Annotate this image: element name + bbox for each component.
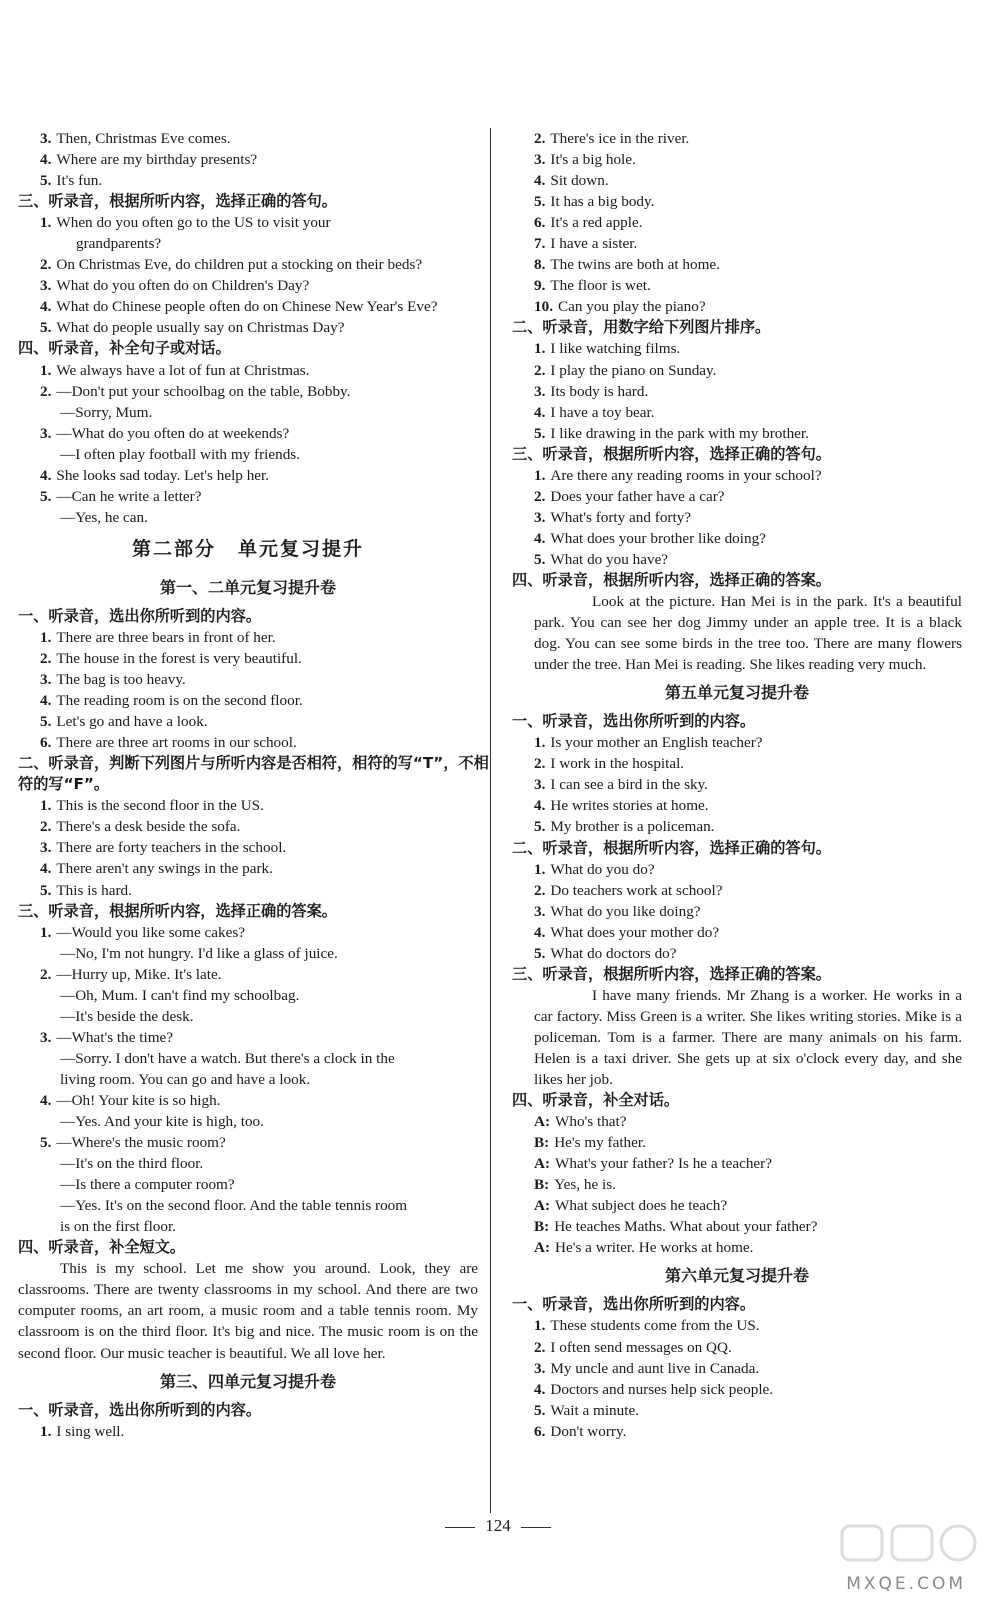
item-number: 7. (534, 235, 546, 253)
item-number: 5. (534, 1401, 546, 1419)
item-number: 5. (534, 818, 546, 836)
item-number: 2. (40, 818, 52, 836)
line-text: What do you like doing? (550, 902, 701, 920)
watermark-logo-icon (838, 1522, 988, 1582)
text-line (512, 1379, 962, 1400)
text-line (18, 816, 478, 837)
item-number: 5. (40, 881, 52, 899)
line-text: There are three bears in front of her. (56, 628, 276, 646)
item-number: 2. (534, 755, 546, 773)
line-text: Can you play the piano? (557, 298, 706, 316)
item-number: 5. (40, 319, 52, 337)
text-line (18, 360, 478, 381)
line-text: What does your brother like doing? (550, 529, 766, 547)
text-line (512, 1358, 962, 1379)
line-text: —It's beside the desk. (60, 1007, 194, 1025)
text-line (512, 275, 962, 296)
line-text: Is your mother an English teacher? (550, 734, 763, 752)
unit-title: 第六单元复习提升卷 (664, 1266, 809, 1286)
item-number: 6. (534, 1422, 546, 1440)
line-text: —Oh, Mum. I can't find my schoolbag. (60, 986, 300, 1004)
text-line (18, 880, 478, 901)
text-line (512, 149, 962, 170)
section-heading: 一、听录音，选出你所听到的内容。 (512, 1295, 755, 1314)
text-line (512, 1237, 962, 1258)
line-text: There are three art rooms in our school. (56, 734, 297, 752)
text-line (18, 1048, 478, 1069)
section-heading: 一、听录音，选出你所听到的内容。 (18, 606, 261, 625)
item-number: 2. (534, 1338, 546, 1356)
section-heading: 三、听录音，根据所听内容，选择正确的答案。 (18, 901, 337, 920)
line-text: What do doctors do? (550, 944, 677, 962)
item-number: 4. (40, 466, 52, 484)
line-text: Where are my birthday presents? (56, 151, 258, 169)
text-line (18, 964, 478, 985)
text-line (512, 507, 962, 528)
item-number: 5. (40, 487, 52, 505)
line-text: Don't worry. (550, 1422, 627, 1440)
text-line (512, 880, 962, 901)
line-text: What do you often do on Children's Day? (56, 277, 310, 295)
line-text: He teaches Maths. What about your father? (554, 1218, 818, 1236)
line-text: —Is there a computer room? (60, 1176, 235, 1194)
text-line (512, 170, 962, 191)
line-text: —Can he write a letter? (56, 487, 202, 505)
line-text: What does your mother do? (550, 923, 720, 941)
text-line (18, 1006, 478, 1027)
item-number: 9. (534, 277, 546, 295)
line-text: Its body is hard. (550, 382, 649, 400)
text-line (18, 1090, 478, 1111)
text-line (512, 732, 962, 753)
line-text: Do teachers work at school? (550, 881, 723, 899)
text-line (512, 1216, 962, 1237)
line-text: The floor is wet. (550, 277, 651, 295)
item-number: 1. (534, 466, 546, 484)
item-number: A: (534, 1155, 551, 1173)
item-number: 5. (534, 424, 546, 442)
text-line (512, 1421, 962, 1442)
text-line (512, 774, 962, 795)
item-number: 4. (40, 860, 52, 878)
section-heading: 四、听录音，补全对话。 (512, 1091, 680, 1110)
section-heading: 二、听录音，用数字给下列图片排序。 (512, 318, 771, 337)
item-number: 2. (40, 649, 52, 667)
line-text: There's ice in the river. (550, 130, 690, 147)
text-line (18, 1027, 478, 1048)
line-text: What do Chinese people often do on Chinese New Year's Eve? (56, 298, 438, 316)
item-number: 4. (534, 797, 546, 815)
line-text: What subject does he teach? (555, 1197, 728, 1215)
line-text: He's a writer. He works at home. (555, 1239, 754, 1257)
line-text: —No, I'm not hungry. I'd like a glass of juice. (60, 944, 338, 962)
item-number: 2. (534, 130, 546, 147)
text-line (512, 1337, 962, 1358)
item-number: 1. (534, 340, 546, 358)
item-number: 5. (40, 713, 52, 731)
line-text: He writes stories at home. (550, 797, 709, 815)
line-text: It's fun. (56, 172, 103, 190)
text-line (512, 816, 962, 837)
text-line (512, 128, 962, 149)
text-line (18, 444, 478, 465)
part-number: 第二部分 (131, 537, 216, 560)
text-line (512, 549, 962, 570)
text-line (18, 858, 478, 879)
item-number: 3. (40, 277, 52, 295)
text-line (512, 486, 962, 507)
item-number: 3. (40, 1028, 52, 1046)
line-text: What's forty and forty? (550, 508, 692, 526)
line-text: I often send messages on QQ. (550, 1338, 732, 1356)
line-text: Who's that? (555, 1113, 627, 1131)
item-number: A: (534, 1197, 551, 1215)
passage-paragraph: This is my school. Let me show you around. Look, they are classrooms. There are twenty classrooms in my school. And there are two computer rooms, an art room, a music room and a table tennis room. My classroom is on the third floor. It's big and nice. The music room is on the second floor. Our music teacher is beautiful. We all love her. (18, 1260, 478, 1362)
section-heading: 四、听录音，补全短文。 (18, 1238, 186, 1257)
item-number: 6. (40, 734, 52, 752)
item-number: 4. (40, 298, 52, 316)
line-text: There's a desk beside the sofa. (56, 818, 241, 836)
line-text: There aren't any swings in the park. (56, 860, 273, 878)
item-number: 3. (534, 1359, 546, 1377)
section-heading: 三、听录音，根据所听内容，选择正确的答句。 (512, 444, 831, 463)
text-line (18, 317, 478, 338)
item-number: 5. (40, 1134, 52, 1152)
text-line (512, 212, 962, 233)
item-number: 3. (40, 424, 52, 442)
line-text: Doctors and nurses help sick people. (550, 1380, 774, 1398)
line-text: —What's the time? (56, 1028, 173, 1046)
section-heading: 四、听录音，补全句子或对话。 (18, 339, 231, 358)
item-number: 6. (534, 214, 546, 232)
line-text: The bag is too heavy. (56, 671, 186, 689)
line-text: What do people usually say on Christmas Day? (56, 319, 345, 337)
text-line (18, 170, 478, 191)
item-number: 2. (40, 382, 52, 400)
line-text: It has a big body. (550, 193, 655, 211)
line-text: —I often play football with my friends. (60, 445, 300, 463)
line-text: Are there any reading rooms in your school? (550, 466, 822, 484)
item-number: A: (534, 1113, 551, 1131)
text-line (512, 1400, 962, 1421)
text-line (18, 1111, 478, 1132)
text-line (18, 507, 478, 528)
item-number: 10. (534, 298, 553, 316)
text-line (512, 423, 962, 444)
text-line (512, 233, 962, 254)
line-text: On Christmas Eve, do children put a stocking on their beds? (56, 256, 423, 274)
item-number: B: (534, 1134, 550, 1152)
line-text: —Would you like some cakes? (56, 923, 245, 941)
line-text: He's my father. (554, 1134, 646, 1152)
line-text: —Yes. It's on the second floor. And the table tennis room (60, 1197, 408, 1215)
item-number: 4. (534, 403, 546, 421)
item-number: 2. (534, 361, 546, 379)
line-text: This is hard. (56, 881, 132, 899)
text-line (18, 627, 478, 648)
item-number: 3. (534, 902, 546, 920)
item-number: B: (534, 1218, 550, 1236)
text-line (18, 648, 478, 669)
line-text: Yes, he is. (554, 1176, 616, 1194)
text-line (512, 922, 962, 943)
text-line (512, 753, 962, 774)
item-number: 1. (40, 628, 52, 646)
line-text: It's a red apple. (550, 214, 643, 232)
section-heading: 一、听录音，选出你所听到的内容。 (18, 1400, 261, 1419)
line-text: When do you often go to the US to visit your (56, 214, 331, 232)
item-number: 4. (534, 1380, 546, 1398)
line-text: What do you have? (550, 550, 669, 568)
section-heading: 三、听录音，根据所听内容，选择正确的答句。 (18, 192, 337, 211)
line-text: I work in the hospital. (550, 755, 685, 773)
passage-paragraph: Look at the picture. Han Mei is in the park. It's a beautiful park. You can see her dog Jimmy under an apple tree. It is a black dog. You can see some birds in the tree too. There are many flowers under the tree. Han Mei is reading. She likes reading very much. (534, 593, 962, 674)
item-number: 3. (534, 382, 546, 400)
line-text: grandparents? (76, 235, 162, 253)
text-line (18, 922, 478, 943)
item-number: 1. (40, 923, 52, 941)
item-number: 4. (534, 923, 546, 941)
item-number: 1. (40, 797, 52, 815)
line-text: —Oh! Your kite is so high. (56, 1091, 221, 1109)
line-text: I sing well. (56, 1422, 125, 1440)
item-number: 2. (40, 256, 52, 274)
line-text: —Yes, he can. (60, 508, 148, 526)
text-line (18, 465, 478, 486)
line-text: is on the first floor. (60, 1218, 177, 1236)
line-text: My uncle and aunt live in Canada. (550, 1359, 760, 1377)
line-text: I like drawing in the park with my brother. (550, 424, 809, 442)
item-number: 4. (40, 692, 52, 710)
text-line (512, 1315, 962, 1336)
line-text: Wait a minute. (550, 1401, 640, 1419)
right-column (512, 128, 962, 1442)
unit-title: 第三、四单元复习提升卷 (159, 1371, 336, 1391)
item-number: A: (534, 1239, 551, 1257)
text-line (18, 1421, 478, 1442)
item-number: 1. (534, 734, 546, 752)
item-number: 4. (534, 529, 546, 547)
text-line (512, 402, 962, 423)
line-text: We always have a lot of fun at Christmas. (56, 361, 310, 379)
unit-title: 第一、二单元复习提升卷 (159, 577, 336, 597)
line-text: The twins are both at home. (550, 256, 720, 274)
line-text: There are forty teachers in the school. (56, 839, 287, 857)
text-line (512, 1132, 962, 1153)
text-line (512, 338, 962, 359)
line-text: —Where's the music room? (56, 1134, 226, 1152)
line-text: What's your father? Is he a teacher? (555, 1155, 772, 1173)
line-text: —What do you often do at weekends? (56, 424, 290, 442)
line-text: My brother is a policeman. (550, 818, 715, 836)
text-line (512, 296, 962, 317)
line-text: Sit down. (550, 172, 609, 190)
line-text: I like watching films. (550, 340, 681, 358)
passage-paragraph: I have many friends. Mr Zhang is a worker. He works in a car factory. Miss Green is a writer. She likes writing stories. Mike is a policeman. Tom is a farmer. There are many animals on his farm. Helen is a taxi driver. She gets up at six o'clock every day, and she likes her job. (534, 986, 962, 1089)
item-number: 3. (534, 151, 546, 169)
section-heading: 三、听录音，根据所听内容，选择正确的答案。 (512, 964, 831, 983)
text-line (18, 1132, 478, 1153)
line-text: I have a toy bear. (550, 403, 655, 421)
item-number: 4. (40, 151, 52, 169)
text-line (18, 275, 478, 296)
item-number: 4. (534, 172, 546, 190)
item-number: 3. (534, 508, 546, 526)
item-number: 5. (534, 193, 546, 211)
text-line (18, 711, 478, 732)
text-line (18, 486, 478, 507)
text-line (18, 212, 478, 233)
text-line (18, 296, 478, 317)
line-text: living room. You can go and have a look. (60, 1070, 311, 1088)
text-line (18, 1216, 478, 1237)
item-number: 5. (534, 550, 546, 568)
text-line (512, 254, 962, 275)
text-line (512, 360, 962, 381)
text-line (18, 985, 478, 1006)
line-text: —Sorry, Mum. (60, 403, 153, 421)
text-line (512, 381, 962, 402)
item-number: 1. (40, 1422, 52, 1440)
item-number: 5. (534, 944, 546, 962)
section-heading: 符的写“F”。 (18, 775, 110, 794)
text-line (18, 669, 478, 690)
line-text: Then, Christmas Eve comes. (56, 130, 231, 147)
text-line (18, 1195, 478, 1216)
item-number: 3. (40, 839, 52, 857)
text-line (18, 149, 478, 170)
text-line (512, 465, 962, 486)
text-line (18, 402, 478, 423)
line-text: I play the piano on Sunday. (550, 361, 717, 379)
item-number: 1. (40, 214, 52, 232)
text-line (512, 1111, 962, 1132)
text-line (512, 901, 962, 922)
line-text: —It's on the third floor. (60, 1155, 204, 1173)
item-number: 2. (534, 881, 546, 899)
left-column (18, 128, 489, 1442)
item-number: 1. (40, 361, 52, 379)
item-number: 8. (534, 256, 546, 274)
text-line (18, 1174, 478, 1195)
item-number: 4. (40, 1091, 52, 1109)
item-number: 1. (534, 1317, 546, 1335)
line-text: These students come from the US. (550, 1317, 760, 1335)
line-text: This is the second floor in the US. (56, 797, 264, 815)
item-number: 3. (40, 130, 52, 147)
item-number: 3. (534, 776, 546, 794)
text-line (512, 859, 962, 880)
text-line (18, 1153, 478, 1174)
unit-title: 第五单元复习提升卷 (664, 683, 809, 703)
item-number: 2. (40, 965, 52, 983)
text-line (18, 732, 478, 753)
item-number: 1. (534, 860, 546, 878)
line-text: —Hurry up, Mike. It's late. (56, 965, 222, 983)
line-text: It's a big hole. (550, 151, 636, 169)
line-text: —Yes. And your kite is high, too. (60, 1113, 264, 1131)
text-line (18, 381, 478, 402)
text-line (512, 795, 962, 816)
text-line (18, 233, 478, 254)
item-number: 3. (40, 671, 52, 689)
text-line (512, 943, 962, 964)
text-line (512, 528, 962, 549)
line-text: —Sorry. I don't have a watch. But there's a clock in the (60, 1049, 395, 1067)
line-text: I have a sister. (550, 235, 638, 253)
text-line (512, 191, 962, 212)
section-heading: 二、听录音，根据所听内容，选择正确的答句。 (512, 838, 831, 857)
text-line (18, 690, 478, 711)
text-line (18, 423, 478, 444)
text-line (18, 1069, 478, 1090)
section-heading: 四、听录音，根据所听内容，选择正确的答案。 (512, 570, 831, 589)
text-line (512, 1153, 962, 1174)
item-number: 2. (534, 487, 546, 505)
part-name: 单元复习提升 (238, 537, 365, 560)
text-line (18, 254, 478, 275)
part-title (18, 528, 478, 570)
column-divider (490, 128, 491, 1513)
section-heading: 一、听录音，选出你所听到的内容。 (512, 712, 755, 731)
section-heading: 二、听录音，判断下列图片与所听内容是否相符，相符的写“T”，不相 (18, 754, 489, 773)
line-text: Let's go and have a look. (56, 713, 208, 731)
line-text: —Don't put your schoolbag on the table, Bobby. (56, 382, 351, 400)
item-number: B: (534, 1176, 550, 1194)
line-text: Does your father have a car? (550, 487, 725, 505)
text-line (18, 795, 478, 816)
line-text: What do you do? (550, 860, 655, 878)
text-line (18, 128, 478, 149)
text-line (18, 943, 478, 964)
watermark-text: MXQE.COM (846, 1574, 966, 1594)
text-line (18, 837, 478, 858)
text-line (512, 1195, 962, 1216)
line-text: I can see a bird in the sky. (550, 776, 708, 794)
line-text: She looks sad today. Let's help her. (56, 466, 270, 484)
text-line (512, 1174, 962, 1195)
page-number-text: 124 (485, 1516, 511, 1535)
line-text: The reading room is on the second floor. (56, 692, 303, 710)
line-text: The house in the forest is very beautiful. (56, 649, 302, 667)
item-number: 5. (40, 172, 52, 190)
